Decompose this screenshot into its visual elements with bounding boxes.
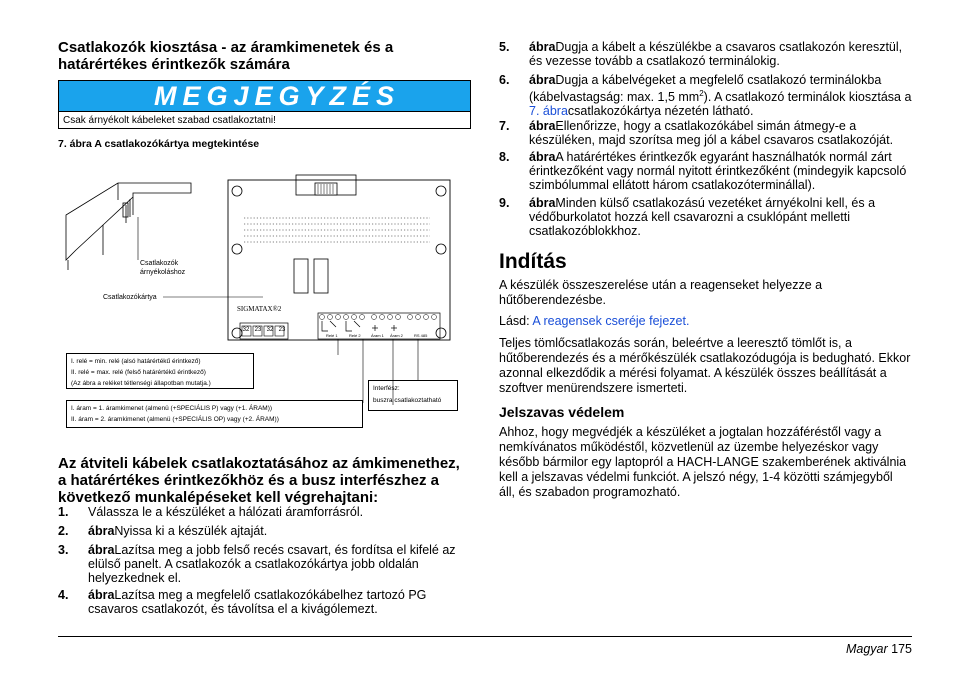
label-relay1: Relé 1 xyxy=(326,333,338,338)
step-bold: ábra xyxy=(529,73,556,87)
footer-language: Magyar xyxy=(845,642,888,656)
reagent-chapter-link[interactable]: A reagensek cseréje fejezet. xyxy=(532,314,690,328)
note-title: MEGJEGYZÉS xyxy=(59,81,470,112)
relay-legend-line: II. relé = max. relé (felső határértékű érintkező) xyxy=(71,369,206,376)
step-bold: ábra xyxy=(529,150,556,164)
term-num: 32 xyxy=(266,327,274,333)
terminal-numbers xyxy=(240,327,288,333)
step-number: 6. xyxy=(499,73,510,87)
password-paragraph: Ahhoz, hogy megvédjék a készüléket a jogtalan hozzáféréstől vagy a nemkívánatos működéstől, közvetlenül az üzembe helyezéskor vagy később bármilor egy laptopról a HACH-LANGE szakemberének aktiválnia kell a jelszavas védelmi funkciót. A jelszó négy, 1-4 közötti számjegyből áll, és szabadon programozható. xyxy=(499,425,907,499)
step-item xyxy=(499,40,914,68)
current-legend-line: I. áram = 1. áramkimenet (almenü (+SPECIÁLIS P) vagy (+1. ÁRAM)) xyxy=(71,405,273,412)
step-number: 7. xyxy=(499,119,510,133)
step-text: A határértékes érintkezők egyaránt használhatók normál zárt érintkezőként vagy normál nyitott érintkezőként (mindegyik kapcsoló szimbólummal ellátott három csatlakozóterminállal). xyxy=(529,150,907,192)
current-legend-box xyxy=(66,400,363,428)
start-paragraph-1: A készülék összeszerelése után a reagenseket helyezze a hűtőberendezésbe. xyxy=(499,278,823,307)
interface-box xyxy=(368,380,458,411)
start-title: Indítás xyxy=(499,250,567,273)
step-bold: ábra xyxy=(529,40,556,54)
step-text: Dugja a kábelt a készülékbe a csavaros csatlakozón keresztül, és vezesse tovább a csatlakozó terminálokig. xyxy=(529,40,903,68)
step-text: Ellenőrizze, hogy a csatlakozókábel simán átmegy-e a készüléken, majd szorítsa meg jól a kábel csavaros csatlakozóját. xyxy=(529,119,894,147)
step-bold: ábra xyxy=(529,119,556,133)
step-bold: ábra xyxy=(529,196,556,210)
step-text: ). A csatlakozó terminálok kiosztása a xyxy=(703,90,912,105)
relay-legend-line: I. relé = min. relé (alsó határértékű érintkező) xyxy=(71,358,201,365)
step-bold: ábra xyxy=(88,588,115,602)
note-box xyxy=(58,80,471,129)
step-item xyxy=(499,196,914,238)
figure-link[interactable]: 7. ábra xyxy=(529,104,568,119)
step-text: Lazítsa meg a jobb felső recés csavart, és fordítsa el kifelé az elülső panelt. A csatlakozók a csatlakozókártya jobb oldalán helyezkednek el. xyxy=(88,543,456,585)
step-item xyxy=(499,119,914,147)
page-number: 175 xyxy=(891,642,912,656)
step-bold: ábra xyxy=(88,543,115,557)
footer-rule xyxy=(58,636,912,637)
step-number: 5. xyxy=(499,40,510,54)
step-item xyxy=(58,543,470,585)
step-text: Minden külső csatlakozású vezetéket árnyékolni kell, és a védőburkolatot hozzá kell csavarozni a csuklópánt melletti csatlakozóblokkhoz. xyxy=(529,196,876,238)
step-item xyxy=(58,505,470,519)
interface-label-1: Interfész: xyxy=(373,385,400,392)
step-text: Dugja a kábelvégeket a megfelelő csatlakozó terminálokba (kábelvastagság: max. 1,5 mm xyxy=(529,73,882,105)
figure-caption: 7. ábra A csatlakozókártya megtekintése xyxy=(58,138,260,150)
interface-label-2: buszra csatlakoztatható xyxy=(373,397,442,404)
step-number: 4. xyxy=(58,588,69,602)
step-number: 2. xyxy=(58,524,69,538)
section-heading: Csatlakozók kiosztása - az áramkimenetek és a határértékes érintkezők számára xyxy=(58,39,394,73)
see-prefix: Lásd: xyxy=(499,314,533,328)
label-current2: Áram 2 xyxy=(390,333,403,338)
step-item xyxy=(58,524,470,538)
label-relay2: Relé 2 xyxy=(349,333,361,338)
relay-legend-line: (Az ábra a reléket tétlenségi állapotban mutatja.) xyxy=(71,380,211,387)
step-number: 9. xyxy=(499,196,510,210)
note-text: Csak árnyékolt kábeleket szabad csatlakoztatni! xyxy=(63,115,276,126)
step-item xyxy=(499,150,914,192)
term-num: 23 xyxy=(254,327,262,333)
step-number: 8. xyxy=(499,150,510,164)
step-text: csatlakozókártya nézetén látható. xyxy=(567,104,754,119)
relay-legend-box xyxy=(66,353,254,389)
step-number: 1. xyxy=(58,505,69,519)
current-legend-line: II. áram = 2. áramkimenet (almenü (+SPECIÁLIS OP) vagy (+2. ÁRAM)) xyxy=(71,416,279,423)
label-logo: SIGMATAX®2 xyxy=(237,305,282,313)
step-bold: ábra xyxy=(88,524,115,538)
label-current1: Áram 1 xyxy=(371,333,384,338)
page-footer xyxy=(846,642,912,656)
step-text: Nyissa ki a készülék ajtaját. xyxy=(114,524,268,538)
term-num: 23 xyxy=(278,327,286,333)
procedure-heading: Az átviteli kábelek csatlakoztatásához az ámkimenethez, a határértékes érintkezőkhöz és a busz interfészhez a következő munkalépéseket kell végrehajtani: xyxy=(58,455,460,506)
step-text: Válassza le a készüléket a hálózati áramforrásról. xyxy=(88,505,364,519)
start-paragraph-3: Teljes tömlőcsatlakozás során, beleértve a leeresztő tömlőt is, a hűtőberendezés és a mérőkészülék csatlakozódugója is bedugható. Ekkor azonnal elkezdődik a mérési folyamat. A készülék összes beállítását a szoftver menürendszere ismerteti. xyxy=(499,336,911,395)
step-text: Lazítsa meg a megfelelő csatlakozókábelhez tartozó PG csavaros csatlakozót, és távolítsa el a kivágólemezt. xyxy=(88,588,427,616)
step-item xyxy=(58,588,470,616)
label-connector-card: Csatlakozókártya xyxy=(103,294,157,301)
term-num: 32 xyxy=(242,327,250,333)
step-sup: 2 xyxy=(699,89,704,98)
label-shielding-2: árnyékoláshoz xyxy=(140,269,186,276)
step-item xyxy=(499,73,914,118)
step-number: 3. xyxy=(58,543,69,557)
password-title: Jelszavas védelem xyxy=(499,404,625,420)
start-paragraph-2 xyxy=(499,314,899,329)
label-shielding-1: Csatlakozók xyxy=(140,260,179,267)
label-rs485: RS 485 xyxy=(414,333,428,338)
connector-board-figure xyxy=(58,155,468,435)
